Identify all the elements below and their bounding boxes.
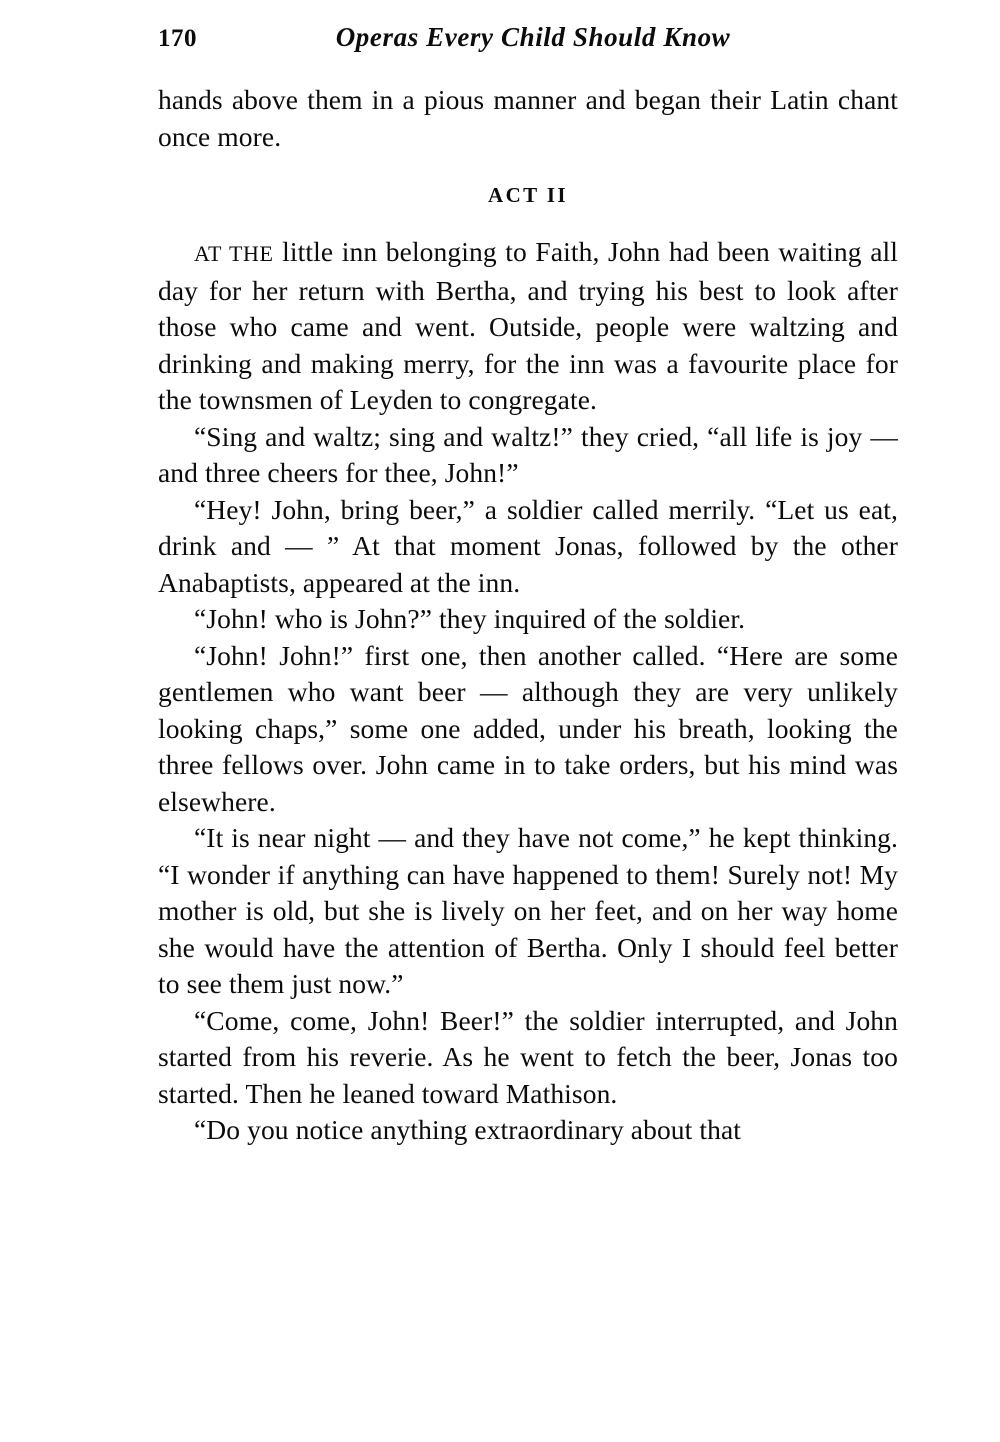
paragraph-7: “Come, come, John! Beer!” the soldier interrupted, and John started from his reverie. As he went to fetch the beer, Jonas too started. Then he leaned toward Mathison. [158, 1004, 898, 1109]
paragraph-5: “John! John!” first one, then another called. “Here are some gentlemen who want beer — although they are very unlikely looking chaps,” some one added, under his breath, looking the three fellows over. John came in to take orders, but his mind was elsewhere. [158, 639, 898, 817]
paragraph-1-text: little inn belonging to Faith, John had been waiting all day for her return with Bertha, and trying his best to look after those who came and went. Outside, people were waltzing and drinking and making merry, for the inn was a favourite place for the townsmen of Leyden to congregate. [158, 236, 898, 415]
paragraph-2: “Sing and waltz; sing and waltz!” they cried, “all life is joy — and three cheers for thee, John!” [158, 420, 898, 488]
running-title: Operas Every Child Should Know [335, 22, 731, 52]
paragraph-1 [158, 234, 898, 419]
page-number: 170 [158, 25, 197, 52]
paragraph-6: “It is near night — and they have not come,” he kept thinking. “I wonder if anything can have happened to them! Surely not! My mother is old, but she is lively on her feet, and on her way home she would have the attention of Bertha. Only I should feel better to see them just now.” [158, 822, 898, 999]
paragraph-8: “Do you notice anything extraordinary about that [194, 1114, 741, 1145]
text-column [158, 82, 898, 1149]
running-head [158, 22, 898, 62]
paragraph-4: “John! who is John?” they inquired of the soldier. [194, 603, 746, 634]
paragraph-3: “Hey! John, bring beer,” a soldier called merrily. “Let us eat, drink and — ” At that moment Jonas, followed by the other Anabaptists, appeared at the inn. [158, 493, 898, 598]
paragraph-1-opening-caps: AT THE [194, 241, 274, 266]
carryover-paragraph: hands above them in a pious manner and began their Latin chant once more. [158, 84, 898, 152]
act-heading: ACT II [488, 183, 568, 207]
